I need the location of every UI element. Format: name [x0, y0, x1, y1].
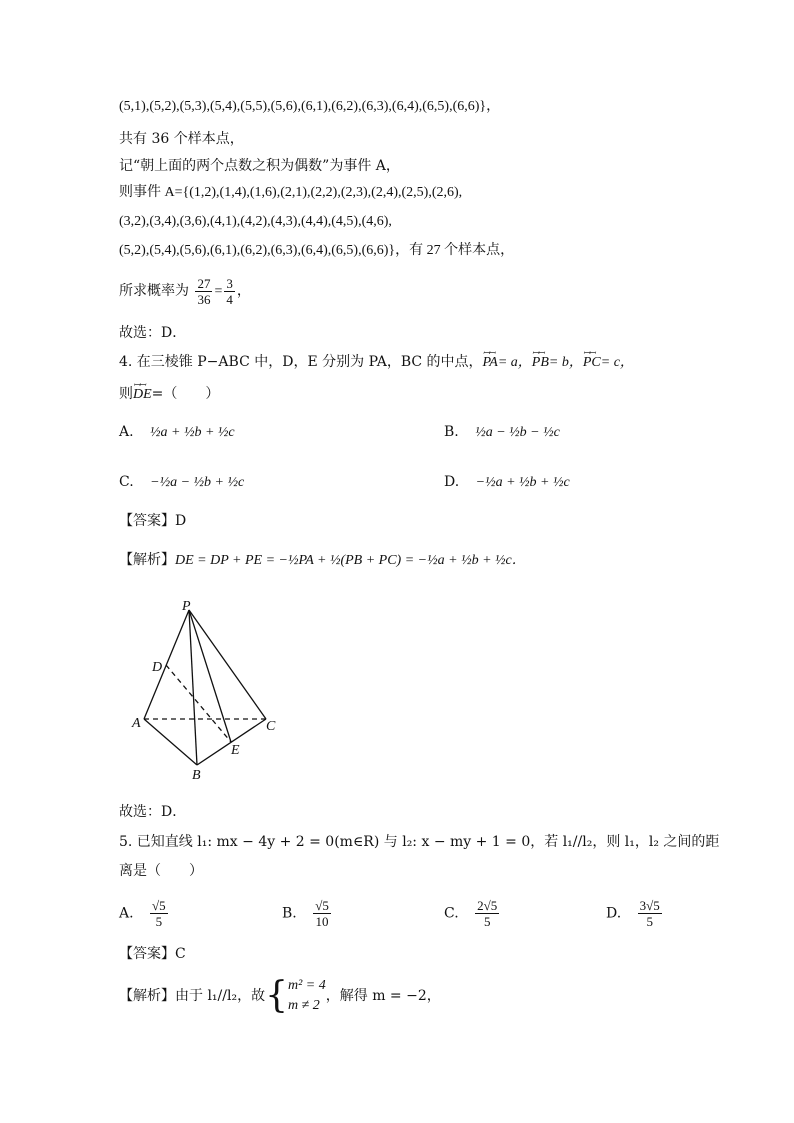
sample-count-line: 共有 36 个样本点， [119, 131, 244, 147]
q5-analysis: 【解析】由于 l₁//l₂，故{ m² = 4 m ≠ 2 ，解得 m = −2， [119, 975, 441, 1016]
label-d: D [152, 660, 163, 675]
probability-line: 所求概率为 $\frac{27}{36}$ = $\frac{3}{4}$ ， [119, 275, 251, 307]
system-brace: { [265, 975, 288, 1016]
q4-stem-line-1: 4. 在三棱锥 P−ABC 中，D，E 分别为 PA，BC 的中点，ꟷꟷ PA= a，ꟷꟷ PB= b，ꟷꟷ PC= c， [119, 352, 634, 373]
fraction-3-4: $\frac{3}{4}$ [226, 275, 233, 307]
vector-pb: ꟷꟷ PB [532, 353, 549, 373]
label-p: P [182, 599, 191, 614]
edge-ab [144, 719, 197, 765]
q4-closing: 故选：D． [119, 804, 187, 820]
q5-option-d[interactable]: D. $\frac{3√5}{5}$ [606, 898, 660, 929]
q5-stem-line-1: 5. 已知直线 l₁: mx − 4y + 2 = 0(m∈R) 与 l₂: x − my + 1 = 0，若 l₁//l₂，则 l₁，l₂ 之间的距 [119, 834, 720, 850]
sample-space-line-1: (5,1),(5,2),(5,3),(5,4),(5,5),(5,6),(6,1),(6,2),(6,3),(6,4),(6,5),(6,6)}， [119, 99, 501, 114]
q4-answer: 【答案】D [119, 513, 187, 529]
q5-option-c[interactable]: C. $\frac{2√5}{5}$ [444, 898, 498, 929]
equation-system: m² = 4 m ≠ 2 [287, 978, 326, 1013]
label-b: B [192, 768, 201, 783]
label-e: E [231, 743, 240, 758]
q5-stem-line-2: 离是（ ） [119, 863, 203, 879]
event-set-line-2: (3,2),(3,4),(3,6),(4,1),(4,2),(4,3),(4,4),(4,5),(4,6), [119, 214, 392, 229]
edge-pc [189, 610, 266, 719]
probability-prefix: 所求概率为 [119, 283, 189, 299]
segment-de-hidden [166, 665, 231, 742]
edge-pa [144, 610, 189, 719]
edge-bc [197, 719, 266, 765]
q4-option-a[interactable]: A. ½a + ½b + ½c [119, 424, 235, 440]
fraction-27-36: $\frac{27}{36}$ [197, 275, 211, 307]
q5-option-a[interactable]: A. $\frac{√5}{5}$ [119, 898, 166, 929]
q4-option-d[interactable]: D. −½a + ½b + ½c [444, 474, 570, 490]
q5-answer: 【答案】C [119, 946, 186, 962]
q4-analysis: 【解析】DE = DP + PE = −½PA + ½(PB + PC) = −½a + ½b + ½c． [119, 552, 526, 568]
closing-line-q3: 故选：D． [119, 325, 187, 341]
label-a: A [132, 716, 141, 731]
tetrahedron-figure [120, 595, 290, 785]
q4-option-c[interactable]: C. −½a − ½b + ½c [119, 474, 245, 490]
vector-pc: ꟷꟷ PC [583, 353, 601, 373]
vector-de: ꟷꟷ DE [133, 385, 152, 405]
q4-stem-line-2: 则ꟷꟷ DE=（ ） [119, 384, 219, 405]
vector-pa: ꟷꟷ PA [483, 353, 498, 373]
label-c: C [266, 719, 276, 734]
event-definition-line: 记“朝上面的两个点数之积为偶数”为事件 A， [119, 158, 400, 174]
q4-option-b[interactable]: B. ½a − ½b − ½c [444, 424, 560, 440]
q5-option-b[interactable]: B. $\frac{√5}{10}$ [282, 898, 329, 929]
event-set-line-1: 则事件 A={(1,2),(1,4),(1,6),(2,1),(2,2),(2,3),(2,4),(2,5),(2,6), [119, 185, 463, 200]
event-set-line-3: (5,2),(5,4),(5,6),(6,1),(6,2),(6,3),(6,4),(6,5),(6,6)}，有 27 个样本点， [119, 243, 515, 258]
equals-sign: = [214, 284, 223, 299]
